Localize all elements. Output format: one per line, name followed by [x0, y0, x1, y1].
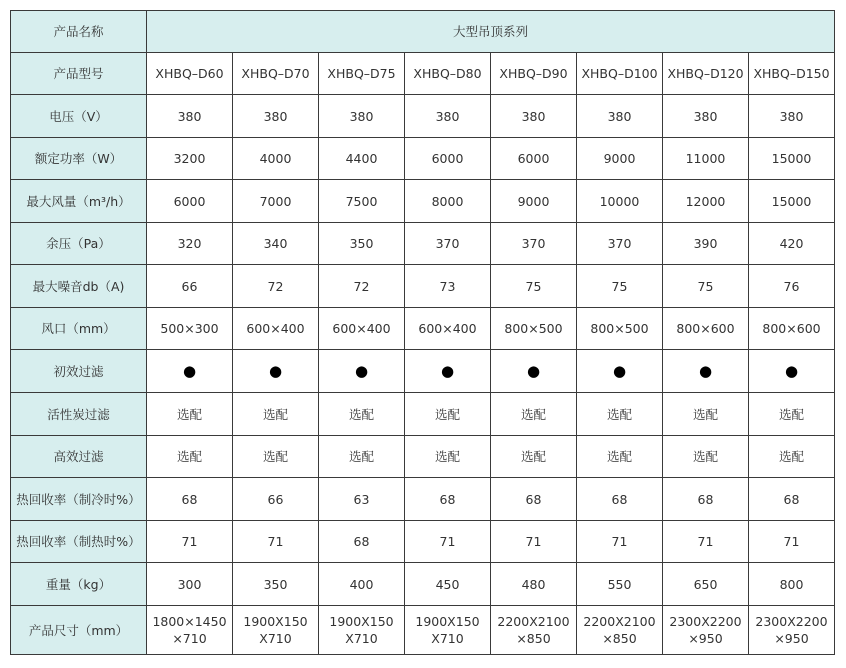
value-cell: 选配 [147, 393, 233, 436]
table-row [11, 53, 835, 95]
value-cell: 450 [405, 563, 491, 606]
value-cell: 75 [491, 265, 577, 308]
table-row [11, 308, 835, 350]
value-cell: 68 [405, 478, 491, 521]
value-cell: 选配 [491, 436, 577, 478]
table-row [11, 393, 835, 436]
value-cell: 300 [147, 563, 233, 606]
value-cell: 10000 [577, 180, 663, 223]
value-cell: 380 [663, 95, 749, 138]
value-cell: 1900X150 X710 [233, 606, 319, 655]
value-cell: 800×500 [491, 308, 577, 350]
value-cell: 480 [491, 563, 577, 606]
series-name-cell: 大型吊顶系列 [147, 11, 835, 53]
value-cell: 63 [319, 478, 405, 521]
value-cell: 420 [749, 223, 835, 265]
value-cell: 75 [663, 265, 749, 308]
header-label-cell: 产品名称 [11, 11, 147, 53]
value-cell: 600×400 [233, 308, 319, 350]
row-label-cell: 活性炭过滤 [11, 393, 147, 436]
value-cell: 7000 [233, 180, 319, 223]
value-cell: 500×300 [147, 308, 233, 350]
table-row [11, 563, 835, 606]
value-cell: 12000 [663, 180, 749, 223]
value-cell: 6000 [405, 138, 491, 180]
table-row [11, 521, 835, 563]
included-dot-icon: ● [233, 350, 319, 393]
value-cell: 73 [405, 265, 491, 308]
value-cell: XHBQ–D60 [147, 53, 233, 95]
included-dot-icon: ● [663, 350, 749, 393]
value-cell: 选配 [319, 436, 405, 478]
value-cell: 8000 [405, 180, 491, 223]
table-row [11, 95, 835, 138]
value-cell: 600×400 [405, 308, 491, 350]
value-cell: 71 [147, 521, 233, 563]
value-cell: 选配 [233, 436, 319, 478]
value-cell: 380 [233, 95, 319, 138]
value-cell: 68 [577, 478, 663, 521]
value-cell: 15000 [749, 180, 835, 223]
value-cell: 选配 [319, 393, 405, 436]
row-label-cell: 重量（kg） [11, 563, 147, 606]
value-cell: 1900X150 X710 [405, 606, 491, 655]
table-row [11, 180, 835, 223]
included-dot-icon: ● [491, 350, 577, 393]
row-label-cell: 产品尺寸（mm） [11, 606, 147, 655]
value-cell: 6000 [491, 138, 577, 180]
value-cell: 66 [147, 265, 233, 308]
value-cell: 76 [749, 265, 835, 308]
value-cell: 68 [147, 478, 233, 521]
value-cell: XHBQ–D70 [233, 53, 319, 95]
value-cell: 2200X2100 ×850 [491, 606, 577, 655]
value-cell: XHBQ–D120 [663, 53, 749, 95]
value-cell: XHBQ–D100 [577, 53, 663, 95]
value-cell: 370 [491, 223, 577, 265]
value-cell: 71 [491, 521, 577, 563]
row-label-cell: 最大噪音db（A) [11, 265, 147, 308]
value-cell: 400 [319, 563, 405, 606]
value-cell: 380 [405, 95, 491, 138]
value-cell: 选配 [405, 393, 491, 436]
value-cell: 380 [577, 95, 663, 138]
value-cell: 600×400 [319, 308, 405, 350]
table-row [11, 265, 835, 308]
included-dot-icon: ● [319, 350, 405, 393]
row-label-cell: 热回收率（制冷时%） [11, 478, 147, 521]
value-cell: 72 [319, 265, 405, 308]
value-cell: 390 [663, 223, 749, 265]
value-cell: 选配 [577, 393, 663, 436]
value-cell: 1900X150 X710 [319, 606, 405, 655]
value-cell: 3200 [147, 138, 233, 180]
value-cell: 800×600 [749, 308, 835, 350]
value-cell: 68 [491, 478, 577, 521]
value-cell: XHBQ–D90 [491, 53, 577, 95]
value-cell: 68 [749, 478, 835, 521]
row-label-cell: 产品型号 [11, 53, 147, 95]
row-label-cell: 余压（Pa） [11, 223, 147, 265]
table-row [11, 606, 835, 655]
value-cell: 380 [147, 95, 233, 138]
value-cell: 66 [233, 478, 319, 521]
value-cell: 选配 [147, 436, 233, 478]
value-cell: 选配 [491, 393, 577, 436]
value-cell: 71 [749, 521, 835, 563]
value-cell: 380 [319, 95, 405, 138]
value-cell: 68 [319, 521, 405, 563]
table-row [11, 138, 835, 180]
value-cell: 7500 [319, 180, 405, 223]
value-cell: 11000 [663, 138, 749, 180]
spec-table [10, 10, 835, 655]
value-cell: 4400 [319, 138, 405, 180]
value-cell: 800×500 [577, 308, 663, 350]
value-cell: 370 [577, 223, 663, 265]
value-cell: 380 [749, 95, 835, 138]
value-cell: 9000 [577, 138, 663, 180]
table-row [11, 478, 835, 521]
value-cell: 320 [147, 223, 233, 265]
value-cell: 72 [233, 265, 319, 308]
table-row [11, 436, 835, 478]
row-label-cell: 额定功率（W） [11, 138, 147, 180]
value-cell: XHBQ–D75 [319, 53, 405, 95]
value-cell: 1800×1450 ×710 [147, 606, 233, 655]
value-cell: 2300X2200 ×950 [663, 606, 749, 655]
value-cell: 2200X2100 ×850 [577, 606, 663, 655]
included-dot-icon: ● [147, 350, 233, 393]
value-cell: 选配 [577, 436, 663, 478]
value-cell: 75 [577, 265, 663, 308]
included-dot-icon: ● [405, 350, 491, 393]
value-cell: 340 [233, 223, 319, 265]
value-cell: 71 [663, 521, 749, 563]
table-row [11, 350, 835, 393]
value-cell: 71 [577, 521, 663, 563]
value-cell: 800×600 [663, 308, 749, 350]
value-cell: 370 [405, 223, 491, 265]
value-cell: 650 [663, 563, 749, 606]
value-cell: 68 [663, 478, 749, 521]
value-cell: XHBQ–D80 [405, 53, 491, 95]
included-dot-icon: ● [577, 350, 663, 393]
value-cell: 选配 [405, 436, 491, 478]
value-cell: 选配 [749, 393, 835, 436]
value-cell: 4000 [233, 138, 319, 180]
row-label-cell: 热回收率（制热时%） [11, 521, 147, 563]
value-cell: 选配 [663, 393, 749, 436]
row-label-cell: 初效过滤 [11, 350, 147, 393]
row-label-cell: 风口（mm） [11, 308, 147, 350]
value-cell: 9000 [491, 180, 577, 223]
value-cell: 350 [319, 223, 405, 265]
row-label-cell: 电压（V） [11, 95, 147, 138]
value-cell: 380 [491, 95, 577, 138]
table-row [11, 223, 835, 265]
value-cell: 71 [405, 521, 491, 563]
value-cell: XHBQ–D150 [749, 53, 835, 95]
value-cell: 6000 [147, 180, 233, 223]
value-cell: 2300X2200 ×950 [749, 606, 835, 655]
value-cell: 选配 [749, 436, 835, 478]
value-cell: 选配 [233, 393, 319, 436]
value-cell: 选配 [663, 436, 749, 478]
value-cell: 350 [233, 563, 319, 606]
table-header-row [11, 11, 835, 53]
value-cell: 71 [233, 521, 319, 563]
included-dot-icon: ● [749, 350, 835, 393]
row-label-cell: 高效过滤 [11, 436, 147, 478]
row-label-cell: 最大风量（m³/h） [11, 180, 147, 223]
value-cell: 550 [577, 563, 663, 606]
value-cell: 15000 [749, 138, 835, 180]
value-cell: 800 [749, 563, 835, 606]
